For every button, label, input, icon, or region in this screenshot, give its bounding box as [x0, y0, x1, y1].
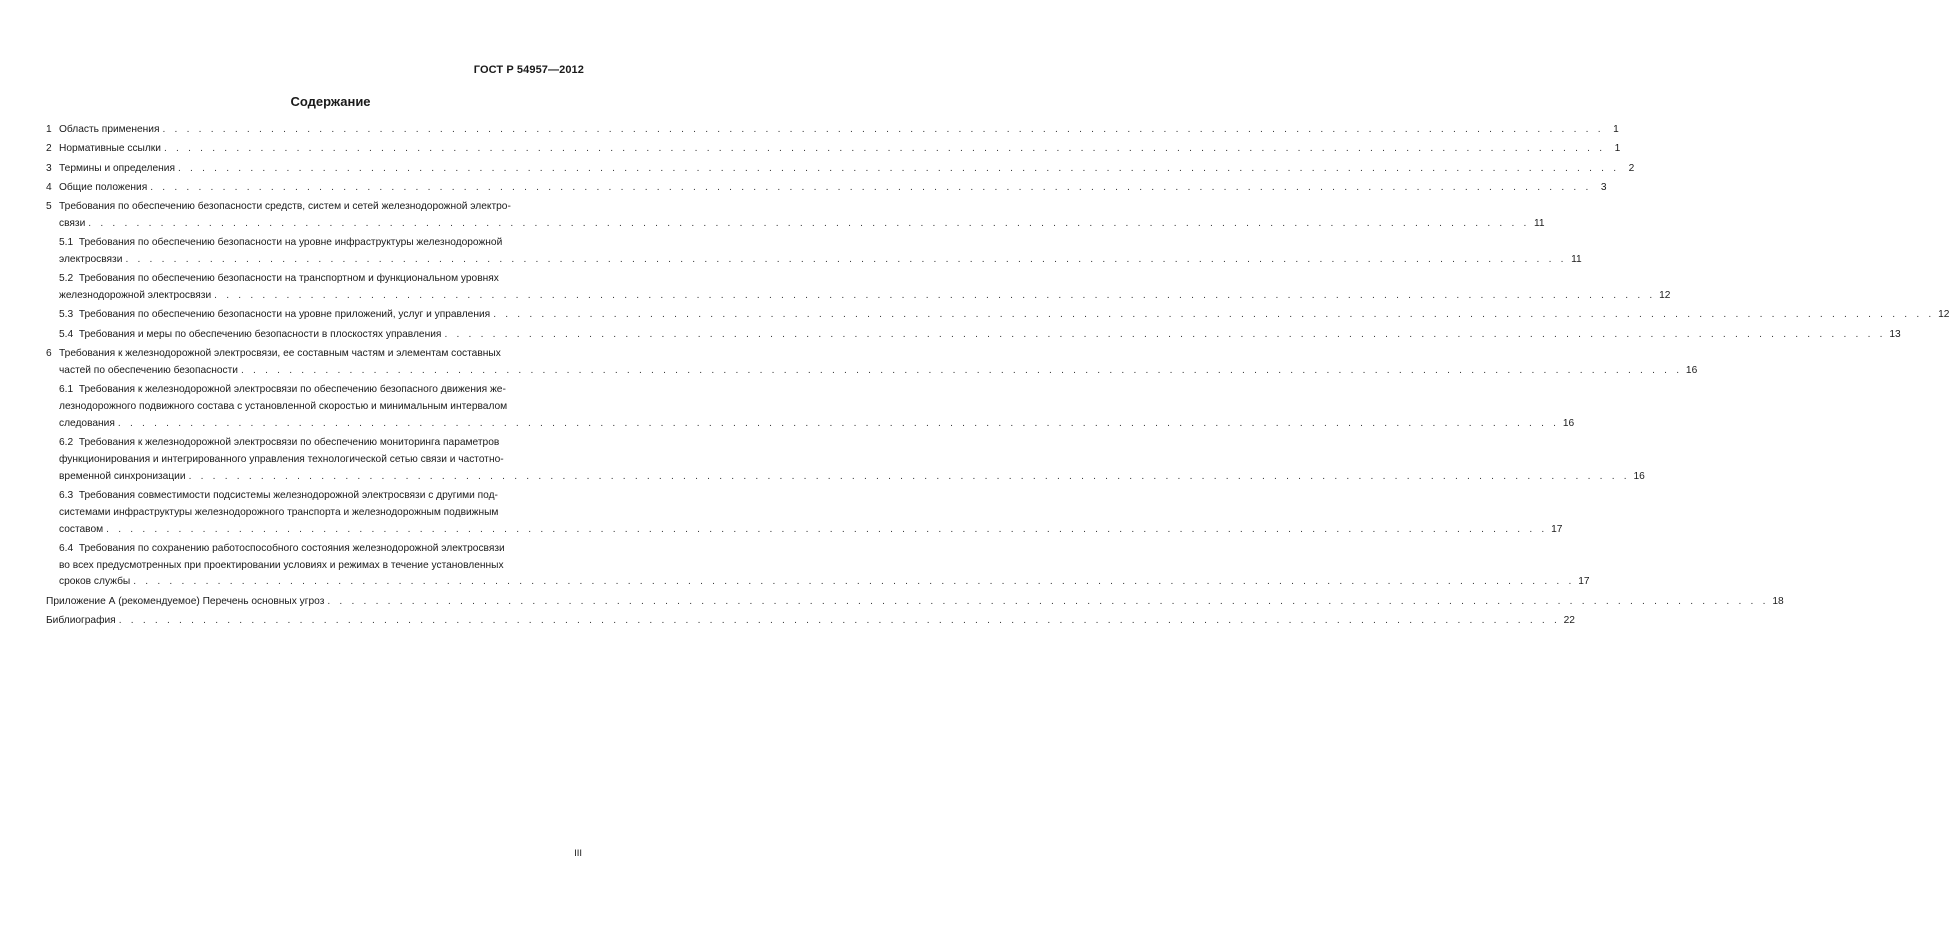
toc-entry-text: Требования по обеспечению безопасности на уровне инфраструктуры железнодорожной [78, 237, 503, 249]
page-number: III [574, 848, 582, 859]
toc-leader-dots: . . . . . . . . . . . . . . . . . . . . . . . . . . . . . . . . . . . . . . . . . . . . . . . . . . . . . . . . . . . . . . . . . . . . . . . . . . . . . . . . . . . . . . . . . . . . . . . . . . . . . . . . . . . . . . . . . . . . . . . . [493, 309, 1935, 321]
toc-page-number: 3 [1600, 181, 1607, 193]
toc-entry-text-line [59, 199, 583, 216]
toc-entry-text-line [59, 558, 583, 575]
toc-entry-title: 5.3 Требования по обеспечению безопасности на уровне приложений, услуг и управления [59, 309, 491, 321]
toc-entry-title: Термины и определения [59, 162, 175, 174]
toc-entry-text-line [59, 235, 583, 252]
toc-title: Содержание [290, 94, 371, 109]
toc-entry[interactable] [46, 271, 1671, 305]
toc-page-number: 16 [1633, 470, 1645, 482]
toc-entry-text: Требования к железнодорожной электросвязи по обеспечению мониторинга параметров [78, 437, 500, 449]
toc-page-number: 11 [1571, 254, 1582, 266]
toc-page-number: 2 [1628, 162, 1635, 174]
toc-entry-number: 6.4 [59, 542, 74, 554]
toc-entry-text: Требования совместимости подсистемы железнодорожной электросвязи с другими под- [78, 489, 498, 501]
toc-entry-text: Требования к железнодорожной электросвязи по обеспечению безопасного движения же- [78, 384, 506, 396]
toc-entry-number: 4 [46, 181, 52, 193]
toc-entry[interactable] [46, 346, 1698, 380]
toc-entry-title: временной синхронизации [59, 470, 186, 482]
toc-leader-dots: . . . . . . . . . . . . . . . . . . . . . . . . . . . . . . . . . . . . . . . . . . . . . . . . . . . . . . . . . . . . . . . . . . . . . . . . . . . . . . . . . . . . . . . . . . . . . . . . . . . . . . . . . . . . . . . . . . . . . . . . [214, 290, 1656, 302]
standard-code: ГОСТ Р 54957—2012 [473, 64, 584, 76]
toc-entry[interactable] [46, 435, 1645, 485]
toc-entry-number: 5.1 [59, 237, 74, 249]
toc-entry-number: 3 [46, 162, 52, 174]
toc-page-number: 12 [1659, 290, 1671, 302]
toc-entry-title: Общие положения [59, 181, 148, 193]
toc-entry-text-line [59, 399, 583, 416]
toc-entry-text: Требования по обеспечению безопасности средств, систем и сетей железнодорожной электро- [59, 201, 511, 213]
toc-entry-title: железнодорожной электросвязи [59, 290, 212, 302]
toc-entry-number: 1 [46, 124, 52, 135]
toc-entry-title: сроков службы [59, 576, 131, 588]
toc-entry-text: системами инфраструктуры железнодорожного транспорта и железнодорожным подвижным [59, 506, 499, 518]
toc-leader-dots: . . . . . . . . . . . . . . . . . . . . . . . . . . . . . . . . . . . . . . . . . . . . . . . . . . . . . . . . . . . . . . . . . . . . . . . . . . . . . . . . . . . . . . . . . . . . . . . . . . . . . . . . . . . . . . . . . . . . . . . . [117, 417, 1560, 429]
toc-entry[interactable] [46, 122, 1619, 139]
toc-leader-dots: . . . . . . . . . . . . . . . . . . . . . . . . . . . . . . . . . . . . . . . . . . . . . . . . . . . . . . . . . . . . . . . . . . . . . . . . . . . . . . . . . . . . . . . . . . . . . . . . . . . . . . . . . . . . . . . . . . . . . . . . [240, 364, 1683, 376]
toc-entry[interactable] [46, 382, 1575, 432]
toc-leader-dots: . . . . . . . . . . . . . . . . . . . . . . . . . . . . . . . . . . . . . . . . . . . . . . . . . . . . . . . . . . . . . . . . . . . . . . . . . . . . . . . . . . . . . . . . . . . . . . . . . . . . . . . . . . . . . . . . . . . . . . . . [162, 124, 1604, 135]
table-of-contents [46, 122, 1949, 630]
toc-entry-title: 5.4 Требования и меры по обеспечению безопасности в плоскостях управления [59, 328, 442, 340]
toc-entry[interactable] [46, 307, 1949, 324]
toc-entry-title: частей по обеспечению безопасности [59, 364, 238, 376]
toc-entry-text-line [59, 435, 583, 452]
toc-entry-text-line [59, 488, 583, 505]
toc-entry-number: 5.3 [59, 309, 74, 321]
toc-entry-text-line [59, 505, 583, 522]
toc-leader-dots: . . . . . . . . . . . . . . . . . . . . . . . . . . . . . . . . . . . . . . . . . . . . . . . . . . . . . . . . . . . . . . . . . . . . . . . . . . . . . . . . . . . . . . . . . . . . . . . . . . . . . . . . . . . . . . . . . . . . . . . . [177, 162, 1620, 174]
toc-page-number: 22 [1563, 615, 1575, 627]
toc-entry-text: Требования по сохранению работоспособного состояния железнодорожной электросвязи [78, 542, 505, 554]
toc-entry-text-line [59, 541, 583, 558]
toc-entry-title: Приложение А (рекомендуемое) Перечень основных угроз [46, 595, 325, 607]
toc-entry-text-line [59, 346, 583, 363]
toc-entry-title: Библиография [46, 615, 116, 627]
toc-entry[interactable] [46, 199, 1545, 233]
toc-entry-number: 6.2 [59, 437, 74, 449]
toc-page-number: 16 [1685, 364, 1698, 376]
toc-entry-number: 2 [46, 143, 52, 155]
toc-page-number: 1 [1614, 143, 1621, 155]
toc-page-number: 12 [1938, 309, 1949, 321]
toc-entry[interactable] [46, 594, 1784, 611]
toc-leader-dots: . . . . . . . . . . . . . . . . . . . . . . . . . . . . . . . . . . . . . . . . . . . . . . . . . . . . . . . . . . . . . . . . . . . . . . . . . . . . . . . . . . . . . . . . . . . . . . . . . . . . . . . . . . . . . . . . . . . . . . . . [150, 181, 1592, 193]
toc-entry-title: составом [59, 523, 104, 535]
toc-page-number: 18 [1772, 595, 1784, 607]
toc-entry-title: связи [59, 217, 86, 229]
toc-entry-text: функционирования и интегрированного управления технологической сетью связи и частотно- [59, 453, 504, 465]
toc-entry-number: 5 [46, 201, 52, 213]
toc-leader-dots: . . . . . . . . . . . . . . . . . . . . . . . . . . . . . . . . . . . . . . . . . . . . . . . . . . . . . . . . . . . . . . . . . . . . . . . . . . . . . . . . . . . . . . . . . . . . . . . . . . . . . . . . . . . . . . . . . . . . . . . . [163, 143, 1606, 155]
toc-entry[interactable] [46, 541, 1590, 591]
toc-entry-number: 6.1 [59, 384, 74, 396]
toc-entry-number: 6 [46, 348, 52, 360]
toc-entry-number: 6.3 [59, 489, 74, 501]
toc-entry[interactable] [46, 613, 1575, 630]
toc-leader-dots: . . . . . . . . . . . . . . . . . . . . . . . . . . . . . . . . . . . . . . . . . . . . . . . . . . . . . . . . . . . . . . . . . . . . . . . . . . . . . . . . . . . . . . . . . . . . . . . . . . . . . . . . . . . . . . . . . . . . . . . . [188, 470, 1630, 482]
toc-entry-text: Требования по обеспечению безопасности на транспортном и функциональном уровнях [78, 273, 499, 285]
toc-entry-text-line [59, 452, 583, 469]
toc-entry[interactable] [46, 141, 1621, 158]
toc-entry-number: 5.2 [59, 273, 74, 285]
toc-entry-text: во всех предусмотренных при проектировании условиях и режимах в течение установленных [59, 559, 504, 571]
toc-entry[interactable] [46, 235, 1582, 269]
toc-entry-title: Область применения [59, 124, 160, 135]
toc-entry-title: следования [59, 417, 115, 429]
toc-page-number: 17 [1578, 576, 1590, 588]
toc-page-number: 1 [1613, 124, 1619, 135]
toc-entry[interactable] [46, 488, 1563, 538]
toc-leader-dots: . . . . . . . . . . . . . . . . . . . . . . . . . . . . . . . . . . . . . . . . . . . . . . . . . . . . . . . . . . . . . . . . . . . . . . . . . . . . . . . . . . . . . . . . . . . . . . . . . . . . . . . . . . . . . . . . . . . . . . . . [88, 217, 1530, 229]
toc-entry-title: Нормативные ссылки [59, 143, 161, 155]
toc-page-number: 16 [1562, 417, 1575, 429]
toc-entry-number: 5.4 [59, 328, 74, 340]
toc-page-number: 13 [1889, 328, 1901, 340]
toc-entry-text: лезнодорожного подвижного состава с установленной скоростью и минимальным интервалом [59, 400, 508, 412]
toc-entry[interactable] [46, 161, 1635, 178]
toc-page-number: 11 [1533, 217, 1545, 229]
toc-leader-dots: . . . . . . . . . . . . . . . . . . . . . . . . . . . . . . . . . . . . . . . . . . . . . . . . . . . . . . . . . . . . . . . . . . . . . . . . . . . . . . . . . . . . . . . . . . . . . . . . . . . . . . . . . . . . . . . . . . . . . . . . [133, 576, 1575, 588]
toc-leader-dots: . . . . . . . . . . . . . . . . . . . . . . . . . . . . . . . . . . . . . . . . . . . . . . . . . . . . . . . . . . . . . . . . . . . . . . . . . . . . . . . . . . . . . . . . . . . . . . . . . . . . . . . . . . . . . . . . . . . . . . . . [106, 523, 1548, 535]
toc-entry-text-line [59, 271, 583, 288]
toc-entry-text: Требования к железнодорожной электросвязи, ее составным частям и элементам составных [59, 348, 501, 360]
toc-entry-title: электросвязи [59, 254, 123, 266]
toc-leader-dots: . . . . . . . . . . . . . . . . . . . . . . . . . . . . . . . . . . . . . . . . . . . . . . . . . . . . . . . . . . . . . . . . . . . . . . . . . . . . . . . . . . . . . . . . . . . . . . . . . . . . . . . . . . . . . . . . . . . . . . . . [125, 254, 1567, 266]
toc-entry[interactable] [46, 180, 1607, 197]
toc-entry[interactable] [46, 327, 1901, 344]
toc-page-number: 17 [1551, 523, 1563, 535]
toc-leader-dots: . . . . . . . . . . . . . . . . . . . . . . . . . . . . . . . . . . . . . . . . . . . . . . . . . . . . . . . . . . . . . . . . . . . . . . . . . . . . . . . . . . . . . . . . . . . . . . . . . . . . . . . . . . . . . . . . . . . . . . . . [444, 328, 1886, 340]
toc-leader-dots: . . . . . . . . . . . . . . . . . . . . . . . . . . . . . . . . . . . . . . . . . . . . . . . . . . . . . . . . . . . . . . . . . . . . . . . . . . . . . . . . . . . . . . . . . . . . . . . . . . . . . . . . . . . . . . . . . . . . . . . . [327, 595, 1769, 607]
toc-leader-dots: . . . . . . . . . . . . . . . . . . . . . . . . . . . . . . . . . . . . . . . . . . . . . . . . . . . . . . . . . . . . . . . . . . . . . . . . . . . . . . . . . . . . . . . . . . . . . . . . . . . . . . . . . . . . . . . . . . . . . . . . [118, 615, 1560, 627]
toc-entry-text-line [59, 382, 583, 399]
